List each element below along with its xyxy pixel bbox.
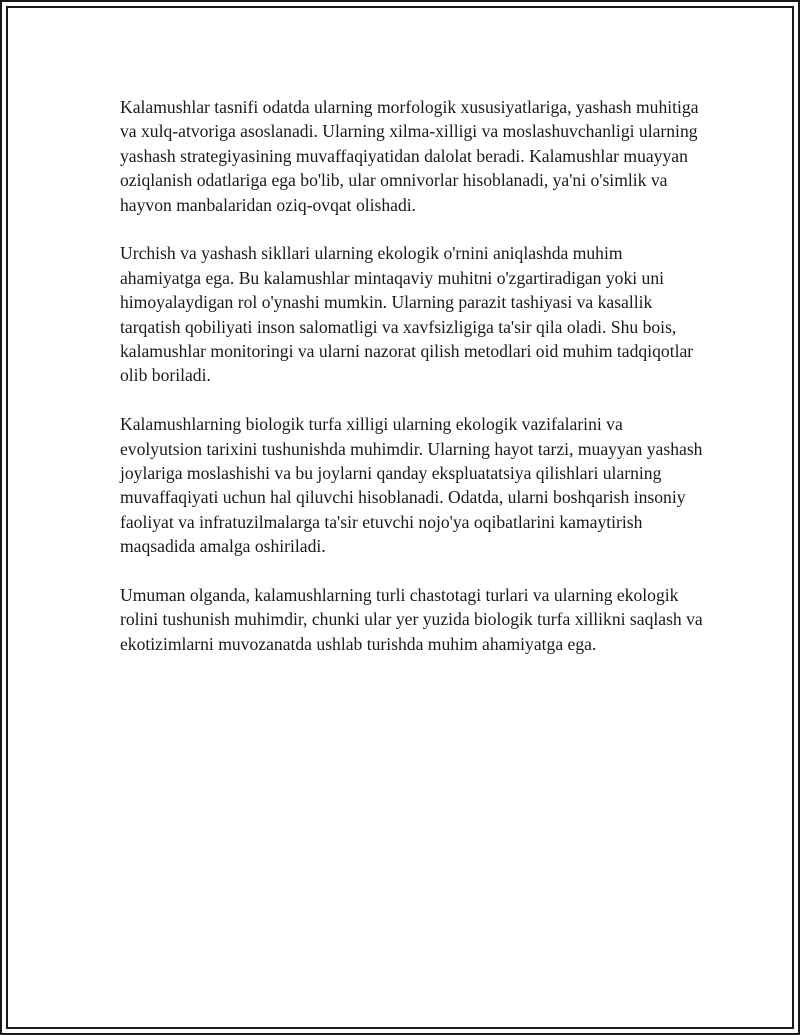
paragraph-1: Kalamushlar tasnifi odatda ularning morfologik xususiyatlariga, yashash muhitiga va xulq-atvoriga asoslanadi. Ularning xilma-xilligi va moslashuvchanligi ularning yashash strategiyasining muvaffaqiyatidan dalolat beradi. Kalamushlar muayyan oziqlanish odatlariga ega bo'lib, ular omnivorlar hisoblanadi, ya'ni o'simlik va hayvon manbalaridan oziq-ovqat olishadi. xyxy=(120,97,699,215)
paragraph-2: Urchish va yashash sikllari ularning ekologik o'rnini aniqlashda muhim ahamiyatga ega. Bu kalamushlar mintaqaviy muhitni o'zgartiradigan yoki uni himoyalaydigan rol o'ynashi mumkin. Ularning parazit tashiyasi va kasallik tarqatish qobiliyati inson salomatligi va xavfsizligiga ta'sir qila oladi. Shu bois, kalamushlar monitoringi va ularni nazorat qilish metodlari oid muhim tadqiqotlar olib boriladi. xyxy=(120,243,694,386)
paragraph-3: Kalamushlarning biologik turfa xilligi ularning ekologik vazifalarini va evolyutsion tarixini tushunishda muhimdir. Ularning hayot tarzi, muayyan yashash joylariga moslashishi va bu joylarni qanday ekspluatatsiya qilishlari ularning muvaffaqiyati uchun hal qiluvchi hisoblanadi. Odatda, ularni boshqarish insoniy faoliyat va infratuzilmalarga ta'sir etuvchi nojo'ya oqibatlarini kamaytirish maqsadida amalga oshiriladi. xyxy=(120,414,703,557)
document-body xyxy=(120,95,708,681)
paragraph-4: Umuman olganda, kalamushlarning turli chastotagi turlari va ularning ekologik rolini tushunish muhimdir, chunki ular yer yuzida biologik turfa xillikni saqlash va ekotizimlarni muvozanatda ushlab turishda muhim ahamiyatga ega. xyxy=(120,585,703,654)
